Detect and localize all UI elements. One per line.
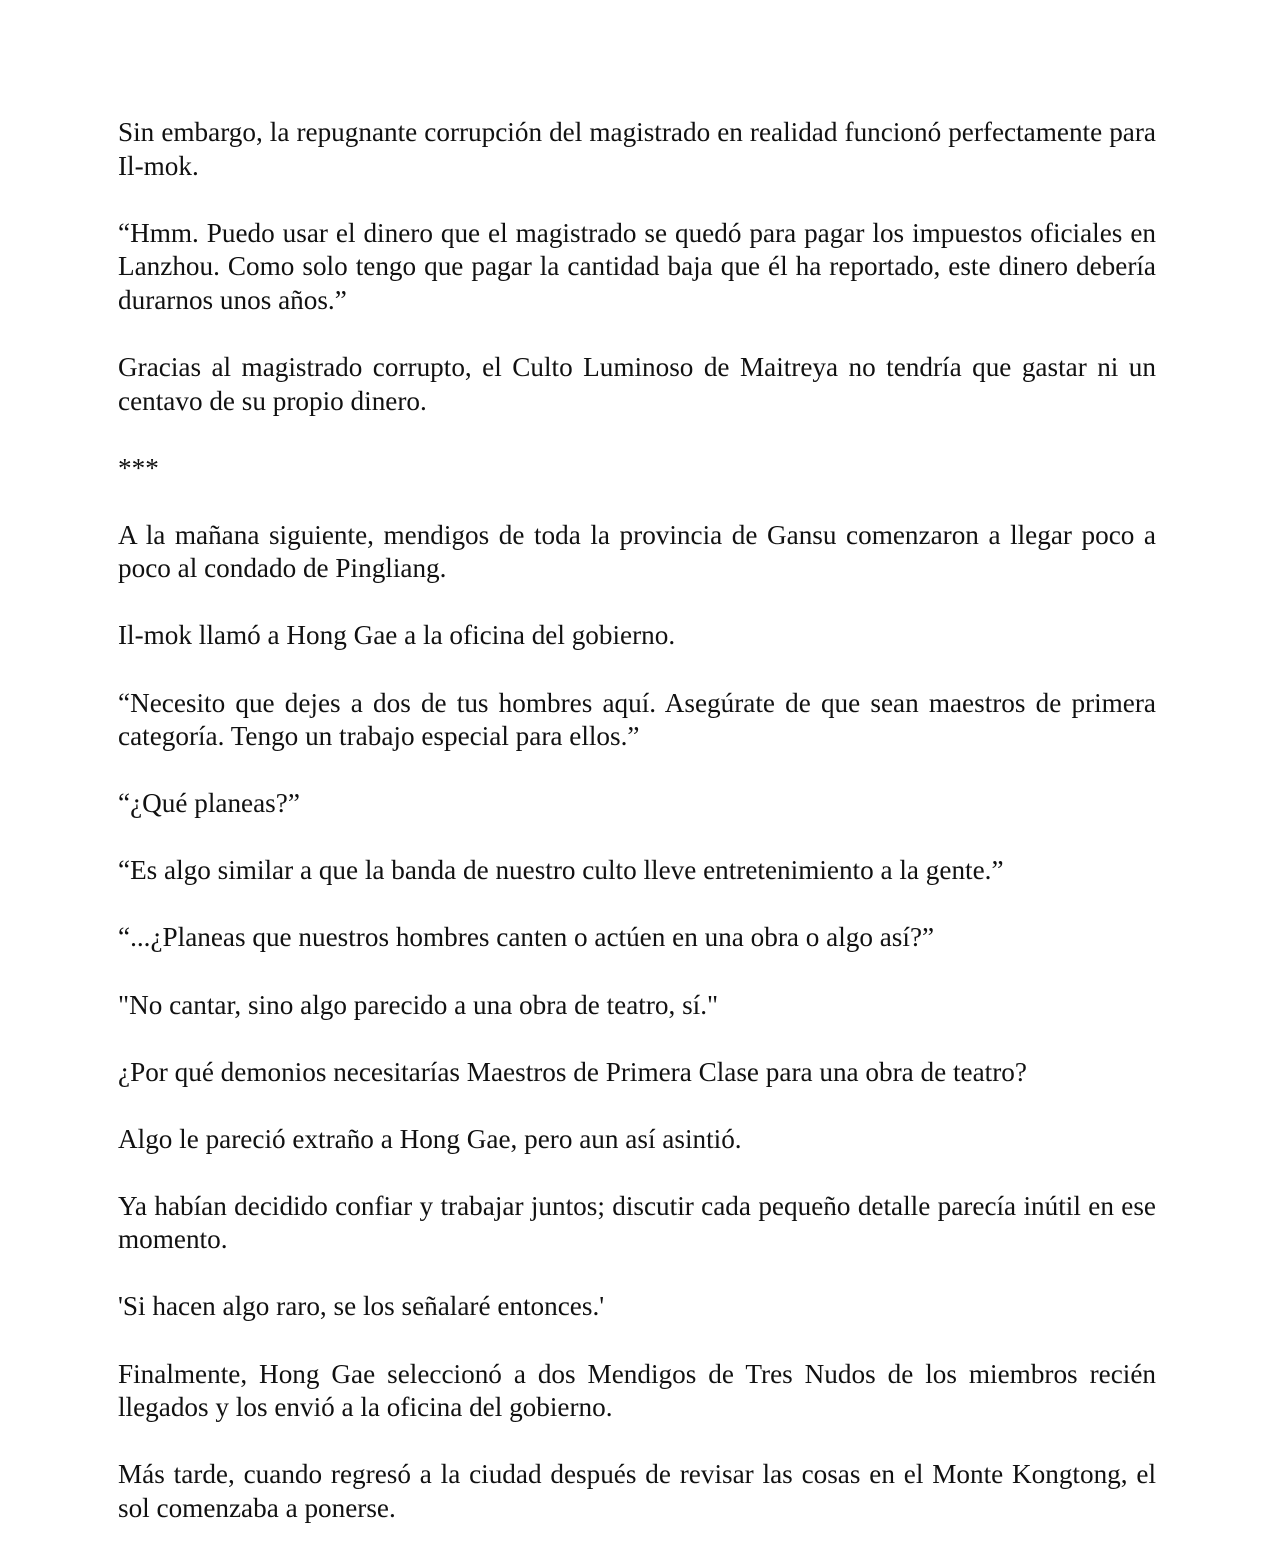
paragraph: “Hmm. Puedo usar el dinero que el magistrado se quedó para pagar los impuestos oficiales en Lanzhou. Como solo tengo que pagar la cantidad baja que él ha reportado, este dinero debería durarnos unos años.” bbox=[118, 217, 1156, 315]
paragraph: “Es algo similar a que la banda de nuestro culto lleve entretenimiento a la gente.” bbox=[118, 855, 1004, 886]
paragraph: 'Si hacen algo raro, se los señalaré entonces.' bbox=[118, 1291, 605, 1322]
paragraph: Más tarde, cuando regresó a la ciudad después de revisar las cosas en el Monte Kongtong, el sol comenzaba a ponerse. bbox=[118, 1459, 1156, 1523]
paragraph: “Necesito que dejes a dos de tus hombres aquí. Asegúrate de que sean maestros de primera categoría. Tengo un trabajo especial para ellos.” bbox=[118, 687, 1156, 752]
paragraph: A la mañana siguiente, mendigos de toda la provincia de Gansu comenzaron a llegar poco a poco al condado de Pingliang. bbox=[118, 519, 1156, 584]
paragraph: Ya habían decidido confiar y trabajar juntos; discutir cada pequeño detalle parecía inútil en ese momento. bbox=[118, 1190, 1156, 1255]
paragraph: "No cantar, sino algo parecido a una obra de teatro, sí." bbox=[118, 989, 719, 1020]
paragraph: “¿Qué planeas?” bbox=[118, 788, 300, 819]
paragraph: ¿Por qué demonios necesitarías Maestros de Primera Clase para una obra de teatro? bbox=[118, 1056, 1027, 1087]
paragraph: Gracias al magistrado corrupto, el Culto Luminoso de Maitreya no tendría que gastar ni un centavo de su propio dinero. bbox=[118, 351, 1156, 416]
paragraph: Algo le pareció extraño a Hong Gae, pero aun así asintió. bbox=[118, 1123, 742, 1154]
scene-break: *** bbox=[118, 452, 159, 483]
document-page bbox=[118, 116, 1156, 1559]
paragraph: Sin embargo, la repugnante corrupción del magistrado en realidad funcionó perfectamente para Il-mok. bbox=[118, 117, 1156, 181]
paragraph: “...¿Planeas que nuestros hombres canten o actúen en una obra o algo así?” bbox=[118, 922, 935, 953]
paragraph: Finalmente, Hong Gae seleccionó a dos Mendigos de Tres Nudos de los miembros recién llegados y los envió a la oficina del gobierno. bbox=[118, 1358, 1156, 1423]
paragraph: Il-mok llamó a Hong Gae a la oficina del gobierno. bbox=[118, 620, 676, 651]
